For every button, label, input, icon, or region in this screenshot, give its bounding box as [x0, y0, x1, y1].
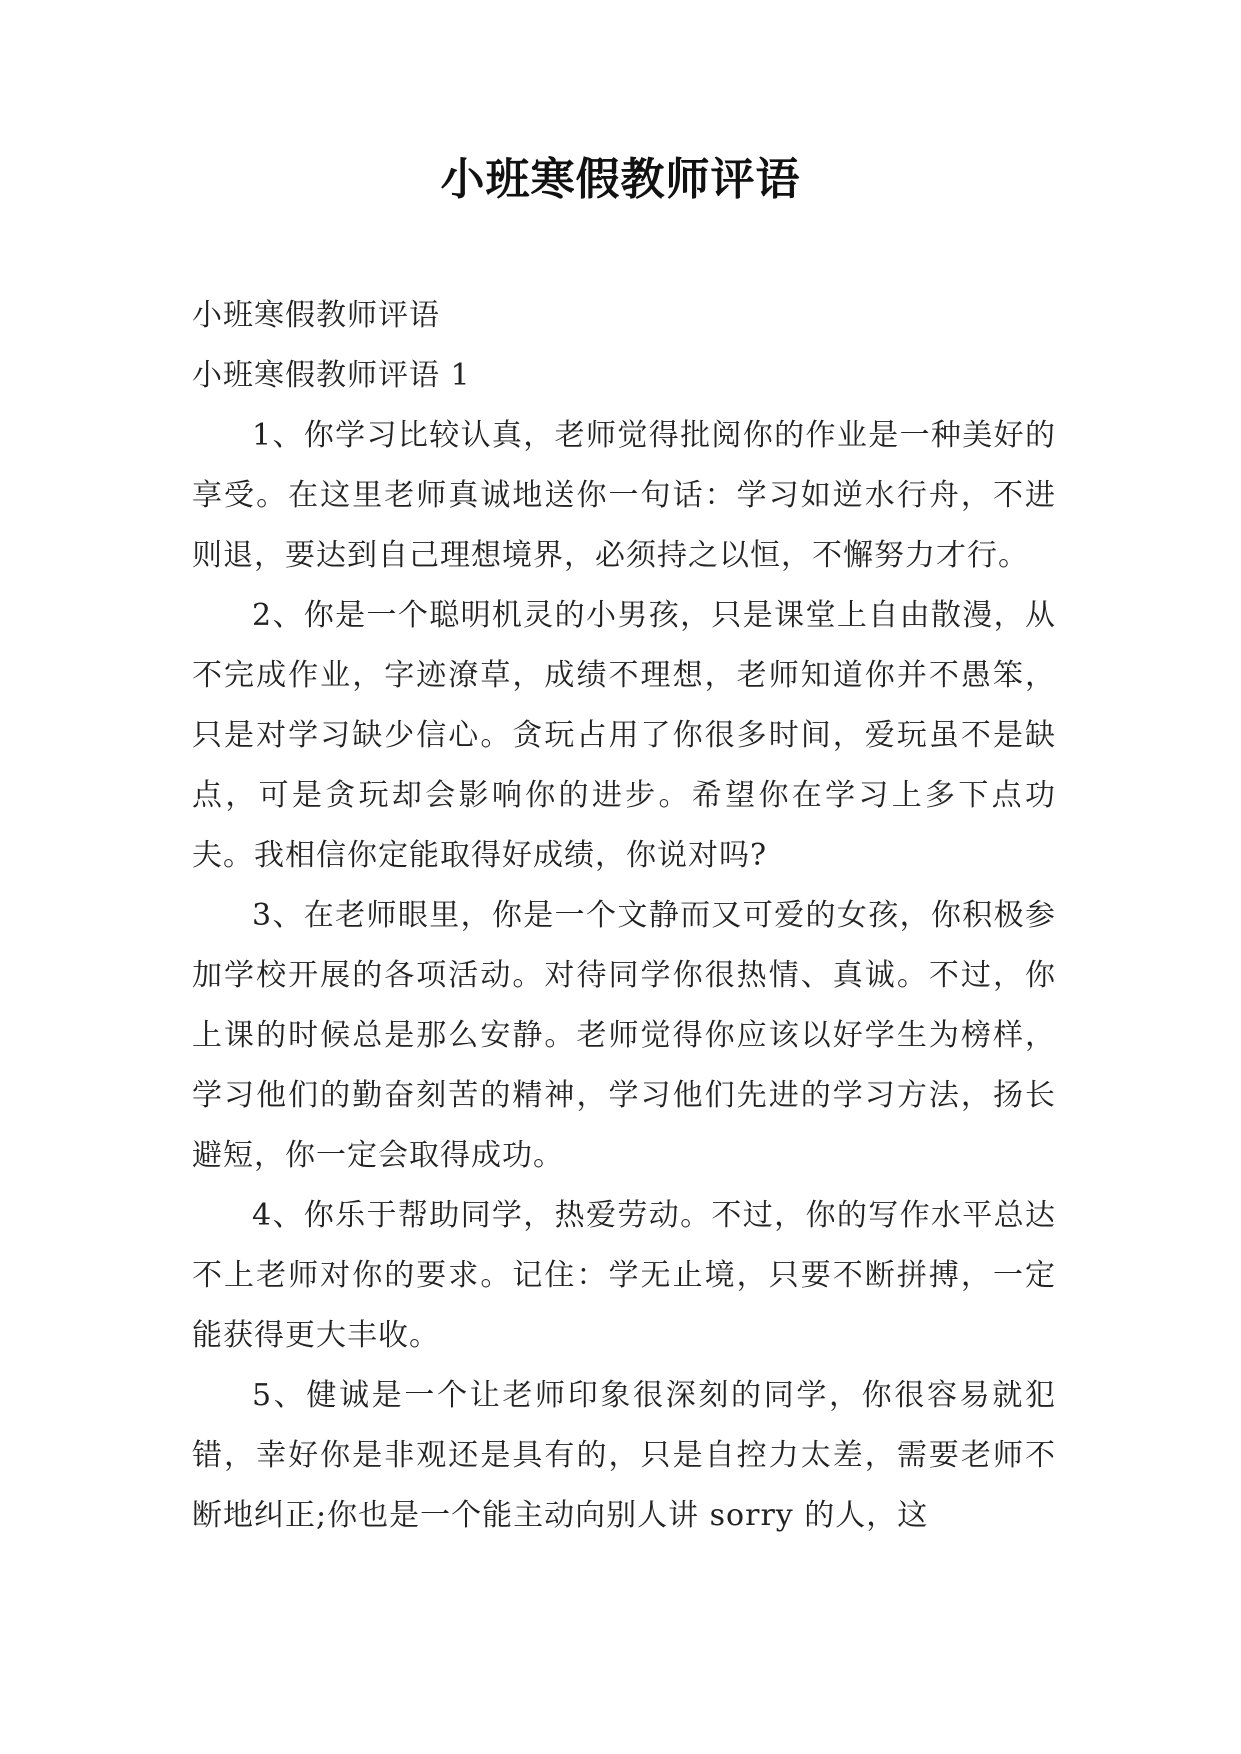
subheading-line: 小班寒假教师评语 1 — [192, 358, 471, 393]
paragraph-5: 5、健诚是一个让老师印象很深刻的同学，你很容易就犯错，幸好你是非观还是具有的，只是自控力太差，需要老师不断地纠正;你也是一个能主动向别人讲 sorry 的人，这 — [192, 1378, 1056, 1533]
heading-line: 小班寒假教师评语 — [192, 298, 440, 333]
document-title: 小班寒假教师评语 — [440, 154, 801, 205]
paragraph-2: 2、你是一个聪明机灵的小男孩，只是课堂上自由散漫，从不完成作业，字迹潦草，成绩不理想，老师知道你并不愚笨，只是对学习缺少信心。贪玩占用了你很多时间，爱玩虽不是缺点，可是贪玩却会影响你的进步。希望你在学习上多下点功夫。我相信你定能取得好成绩，你说对吗? — [192, 598, 1056, 873]
paragraph-1: 1、你学习比较认真，老师觉得批阅你的作业是一种美好的享受。在这里老师真诚地送你一句话：学习如逆水行舟，不进则退，要达到自己理想境界，必须持之以恒，不懈努力才行。 — [192, 418, 1056, 573]
paragraph-4: 4、你乐于帮助同学，热爱劳动。不过，你的写作水平总达不上老师对你的要求。记住：学无止境，只要不断拼搏，一定能获得更大丰收。 — [192, 1198, 1056, 1353]
document-body — [192, 286, 1056, 1546]
paragraph-3: 3、在老师眼里，你是一个文静而又可爱的女孩，你积极参加学校开展的各项活动。对待同学你很热情、真诚。不过，你上课的时候总是那么安静。老师觉得你应该以好学生为榜样，学习他们的勤奋刻苦的精神，学习他们先进的学习方法，扬长避短，你一定会取得成功。 — [192, 898, 1056, 1173]
